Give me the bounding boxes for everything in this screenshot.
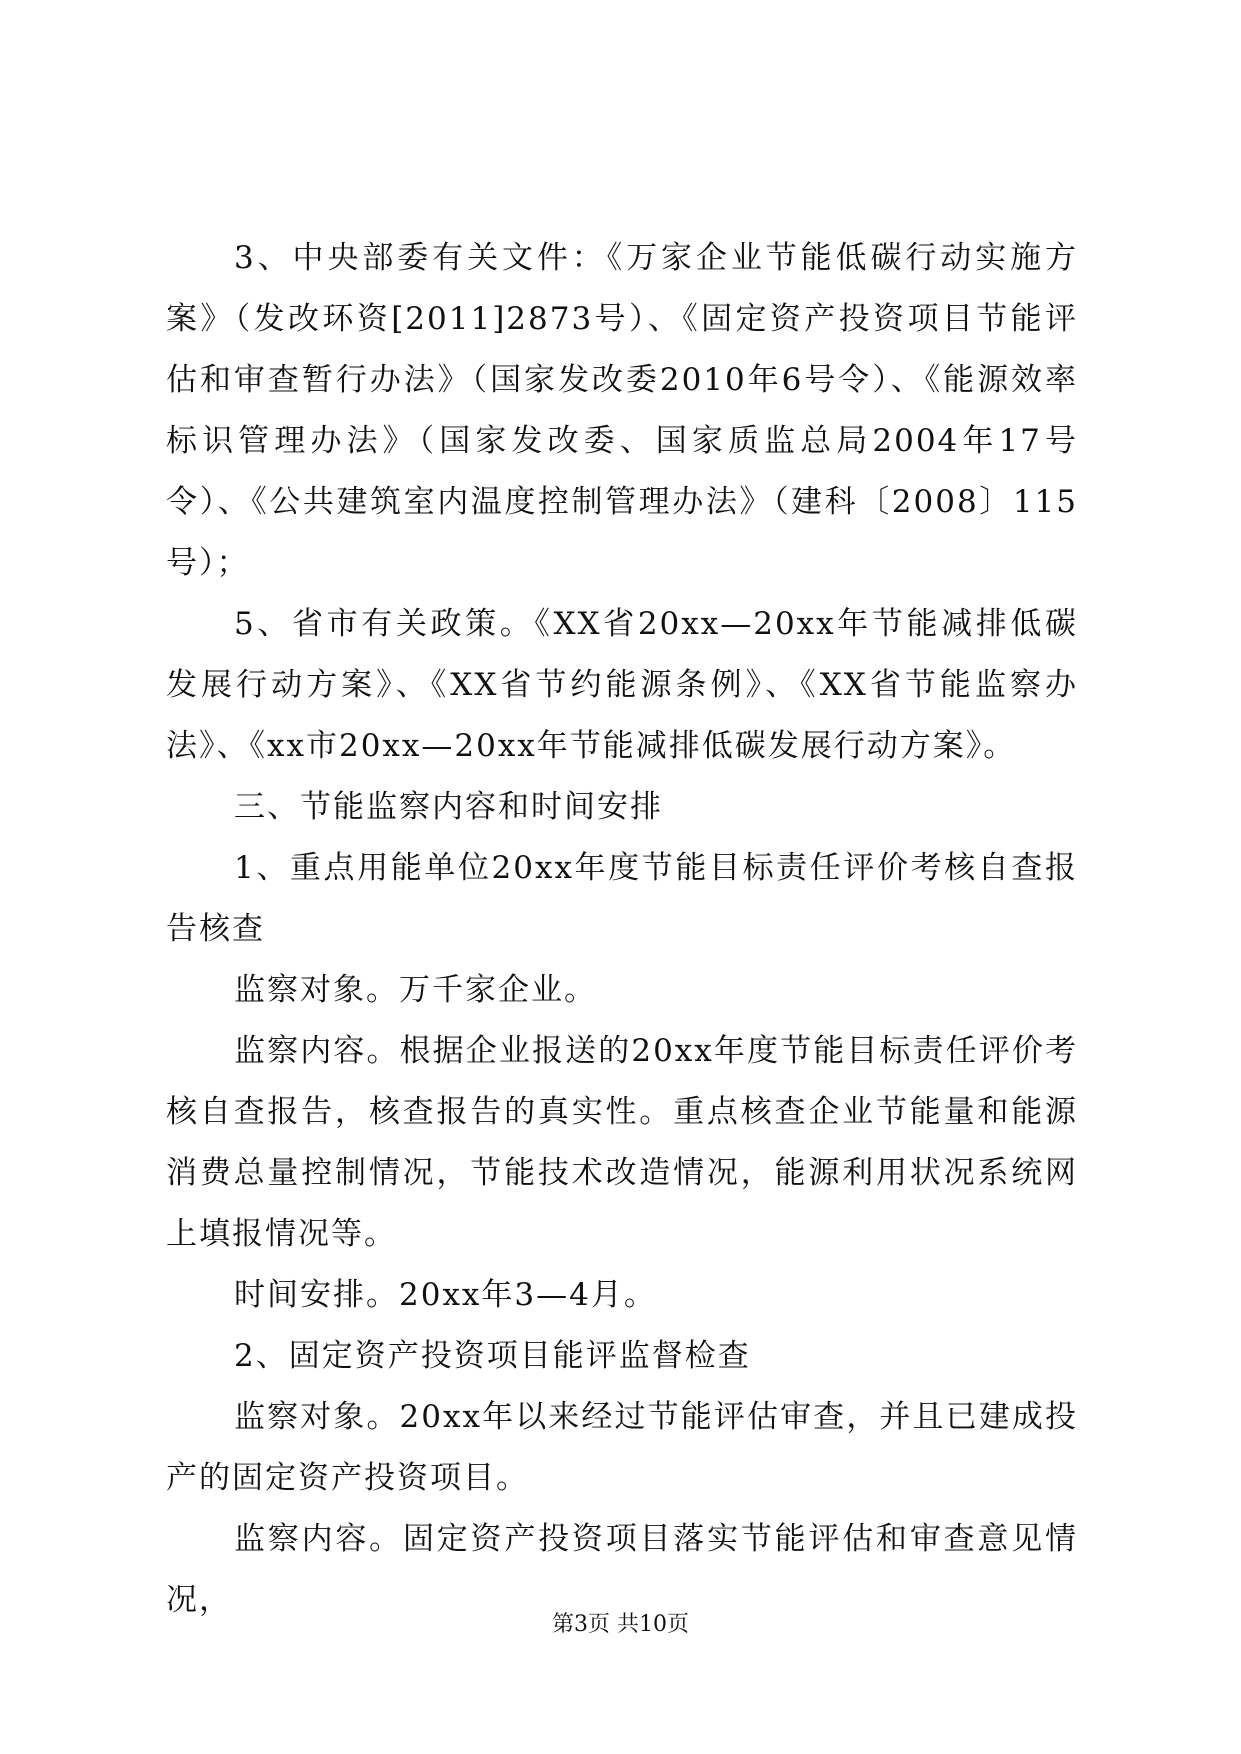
section-heading-supervision-content: 三、节能监察内容和时间安排 xyxy=(234,789,663,825)
page-number-footer: 第3页 共10页 xyxy=(552,1612,689,1637)
paragraph-time-schedule-1: 时间安排。20xx年3—4月。 xyxy=(234,1277,657,1313)
paragraph-supervision-target-1: 监察对象。万千家企业。 xyxy=(234,972,597,1008)
paragraph-supervision-content-1: 监察内容。根据企业报送的20xx年度节能目标责任评价考核自查报告，核查报告的真实性。重点核查企业节能量和能源消费总量控制情况，节能技术改造情况，能源利用状况系统网上填报情况等。 xyxy=(166,1033,1078,1252)
paragraph-supervision-target-2: 监察对象。20xx年以来经过节能评估审查，并且已建成投产的固定资产投资项目。 xyxy=(166,1399,1078,1496)
subheading-fixed-asset-inspection: 2、固定资产投资项目能评监督检查 xyxy=(234,1338,751,1374)
paragraph-supervision-content-2: 监察内容。固定资产投资项目落实节能评估和审查意见情况， xyxy=(166,1521,1078,1618)
paragraph-provincial-policies: 5、省市有关政策。《XX省20xx—20xx年节能减排低碳发展行动方案》、《XX省节约能源条例》、《XX省节能监察办法》、《xx市20xx—20xx年节能减排低碳发展行动方案》。 xyxy=(166,606,1078,764)
paragraph-central-ministry-documents: 3、中央部委有关文件：《万家企业节能低碳行动实施方案》（发改环资[2011]2873号）、《固定资产投资项目节能评估和审查暂行办法》（国家发改委2010年6号令）、《能源效率标识管理办法》（国家发改委、国家质监总局2004年17号令）、《公共建筑室内温度控制管理办法》（建科〔2008〕115号）； xyxy=(166,240,1078,581)
subheading-self-check-report: 1、重点用能单位20xx年度节能目标责任评价考核自查报告核查 xyxy=(166,850,1078,947)
document-body xyxy=(166,228,1078,1631)
